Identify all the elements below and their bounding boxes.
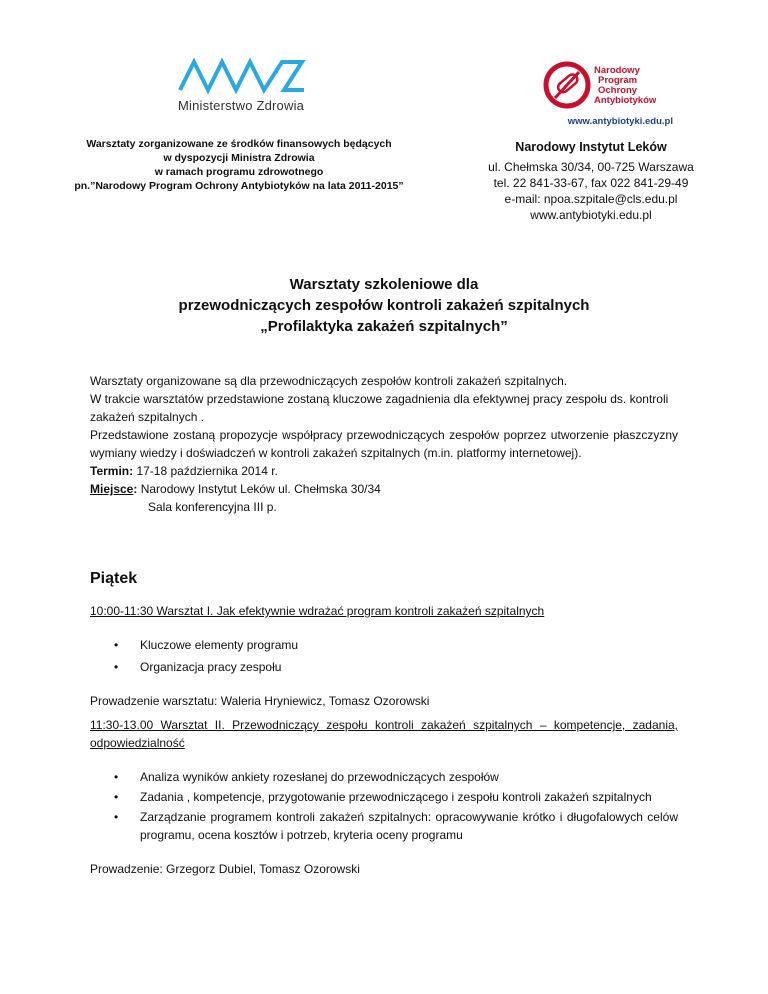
npoa-logo-text [594, 66, 656, 106]
miejsce-value: Narodowy Instytut Leków ul. Chełmska 30/34 [137, 482, 381, 496]
institute-name: Narodowy Instytut Leków [515, 140, 667, 154]
title-line: przewodniczących zespołów kontroli zakażeń szpitalnych [178, 297, 590, 314]
miejsce-label: Miejsce [90, 482, 134, 496]
institute-phone: tel. 22 841-33-67, fax 022 841-29-49 [493, 176, 689, 190]
list-item [90, 768, 678, 786]
session-title: 10:00-11:30 Warsztat I. Jak efektywnie wdrażać program kontroli zakażeń szpitalnych [90, 604, 545, 618]
session-lead: Prowadzenie: Grzegorz Dubiel, Tomasz Ozorowski [90, 862, 360, 876]
session-lead: Prowadzenie warsztatu: Waleria Hryniewicz, Tomasz Ozorowski [90, 694, 430, 708]
institute-website[interactable]: www.antybiotyki.edu.pl [530, 208, 652, 222]
session-1 [90, 602, 678, 710]
ministry-of-health-logo [172, 56, 312, 118]
termin-label: Termin: [90, 464, 134, 478]
document-title [90, 274, 678, 337]
npoa-line: Antybiotyków [594, 95, 657, 106]
session-2 [90, 716, 678, 878]
npoa-logo [542, 60, 662, 112]
title-line: „Profilaktyka zakażeń szpitalnych” [260, 318, 508, 335]
intro-paragraph: Przedstawione zostaną propozycje współpracy przewodniczących zespołów poprzez utworzenie płaszczyzny wymiany wiedzy i doświadczeń w kontroli zakażeń szpitalnych (m.in. platformy internetowej). [90, 428, 678, 460]
bullet-icon: • [114, 660, 119, 674]
institute-info [466, 139, 716, 223]
termin-value: 17-18 października 2014 r. [133, 464, 278, 478]
session-title: 11:30-13.00 Warsztat II. Przewodniczący zespołu kontroli zakażeń szpitalnych – kompetencje, zadania, odpowiedzialność [90, 718, 678, 750]
npoa-line: Program [598, 75, 638, 86]
list-item-text: Zarządzanie programem kontroli zakażeń szpitalnych: opracowywanie krótko i długofalowych celów programu, ocena kosztów i potrzeb, kryteria oceny programu [140, 810, 678, 842]
title-line: Warsztaty szkoleniowe dla [289, 276, 479, 293]
institute-address: ul. Chełmska 30/34, 00-725 Warszawa [488, 160, 694, 174]
list-item-text: Zadania , kompetencje, przygotowanie przewodniczącego i zespołu kontroli zakażeń szpitalnych [140, 790, 652, 804]
bullet-icon: • [114, 790, 119, 804]
list-item-text: Analiza wyników ankiety rozesłanej do przewodniczących zespołów [140, 770, 499, 784]
list-item-text: Kluczowe elementy programu [140, 638, 299, 652]
intro-section [90, 372, 678, 516]
list-item [90, 788, 678, 806]
npoa-line: Narodowy [594, 65, 640, 76]
npoa-url[interactable]: www.antybiotyki.edu.pl [567, 116, 673, 127]
list-item [90, 808, 678, 844]
session-items [90, 636, 678, 676]
list-item-text: Organizacja pracy zespołu [140, 660, 282, 674]
miejsce-row [90, 480, 678, 498]
intro-paragraph: Warsztaty organizowane są dla przewodniczących zespołów kontroli zakażeń szpitalnych. [90, 374, 568, 388]
termin-row [90, 462, 678, 480]
funding-info [55, 137, 423, 193]
miejsce-room: Sala konferencyjna III p. [148, 500, 277, 514]
list-item [90, 636, 678, 654]
miejsce-colon: : [133, 482, 138, 496]
ministry-name: Ministerstwo Zdrowia [178, 98, 305, 113]
funding-line: pn.”Narodowy Program Ochrony Antybiotyków na lata 2011-2015” [74, 180, 404, 192]
funding-line: w dyspozycji Ministra Zdrowia [163, 152, 315, 164]
npoa-capsule-icon [542, 60, 592, 110]
list-item [90, 658, 678, 676]
institute-email[interactable]: e-mail: npoa.szpitale@cls.edu.pl [504, 192, 678, 206]
funding-line: w ramach programu zdrowotnego [154, 166, 324, 178]
npoa-line: Ochrony [598, 85, 638, 96]
funding-line: Warsztaty zorganizowane ze środków finansowych będących [86, 138, 392, 150]
bullet-icon: • [114, 810, 119, 824]
mz-wave-icon [172, 56, 312, 96]
intro-paragraph: W trakcie warsztatów przedstawione zostaną kluczowe zagadnienia dla efektywnej pracy zespołu ds. kontroli zakażeń szpitalnych . [90, 392, 669, 424]
bullet-icon: • [114, 638, 119, 652]
day-heading: Piątek [90, 570, 138, 587]
bullet-icon: • [114, 770, 119, 784]
session-items [90, 768, 678, 844]
